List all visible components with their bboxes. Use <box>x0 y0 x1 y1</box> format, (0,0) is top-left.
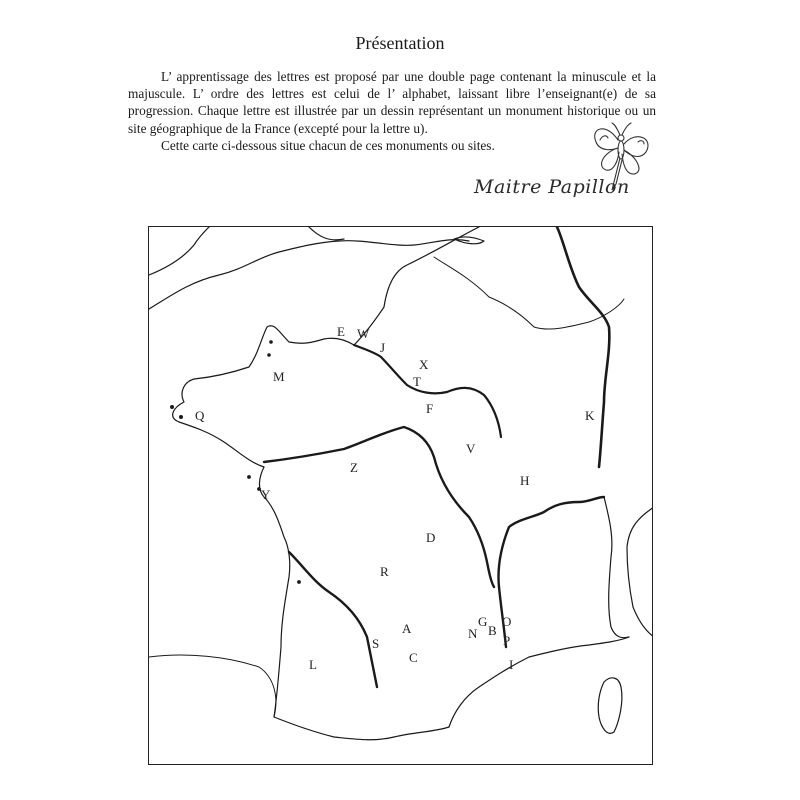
map-label-n: N <box>468 626 478 641</box>
map-label-l: L <box>309 657 317 672</box>
brand-signature <box>470 120 670 220</box>
map-label-r: R <box>380 564 389 579</box>
map-label-v: V <box>466 441 476 456</box>
map-label-o: O <box>502 614 512 629</box>
map-label-f: F <box>426 401 434 416</box>
page-title: Présentation <box>355 33 445 53</box>
map-label-a: A <box>402 621 412 636</box>
intro-paragraph-map-note: Cette carte ci-dessous situe chacun de ces monuments ou sites. <box>161 137 495 153</box>
map-label-d: D <box>426 530 436 545</box>
map-label-p: P <box>503 633 511 648</box>
map-label-z: Z <box>350 460 358 475</box>
map-label-y: Y <box>261 487 271 502</box>
brand-name: Maitre Papillon <box>474 176 630 198</box>
map-label-q: Q <box>195 408 205 423</box>
map-label-e: E <box>337 324 345 339</box>
map-label-w: W <box>357 326 370 341</box>
map-label-s: S <box>372 636 380 651</box>
intro-paragraph: L’ apprentissage des lettres est proposé par une double page contenant la minuscule et la majuscule. L’ ordre des lettres est celui de l’ alphabet, laissant libre l’enseignant(e) de sa progression. Chaque lettre est illustrée par un dessin représentant un monument historique ou un site géographique de la France (excepté pour la lettre u). <box>128 69 656 136</box>
map-label-c: C <box>409 650 418 665</box>
map-label-i: I <box>509 657 514 672</box>
map-label-k: K <box>585 408 595 423</box>
map-label-g: G <box>478 614 488 629</box>
france-map <box>148 226 653 765</box>
map-label-t: T <box>413 374 421 389</box>
map-label-j: J <box>380 340 386 355</box>
map-label-x: X <box>419 357 429 372</box>
map-label-m: M <box>273 369 285 384</box>
map-drawing <box>149 227 653 765</box>
map-label-h: H <box>520 473 530 488</box>
map-label-b: B <box>488 623 497 638</box>
